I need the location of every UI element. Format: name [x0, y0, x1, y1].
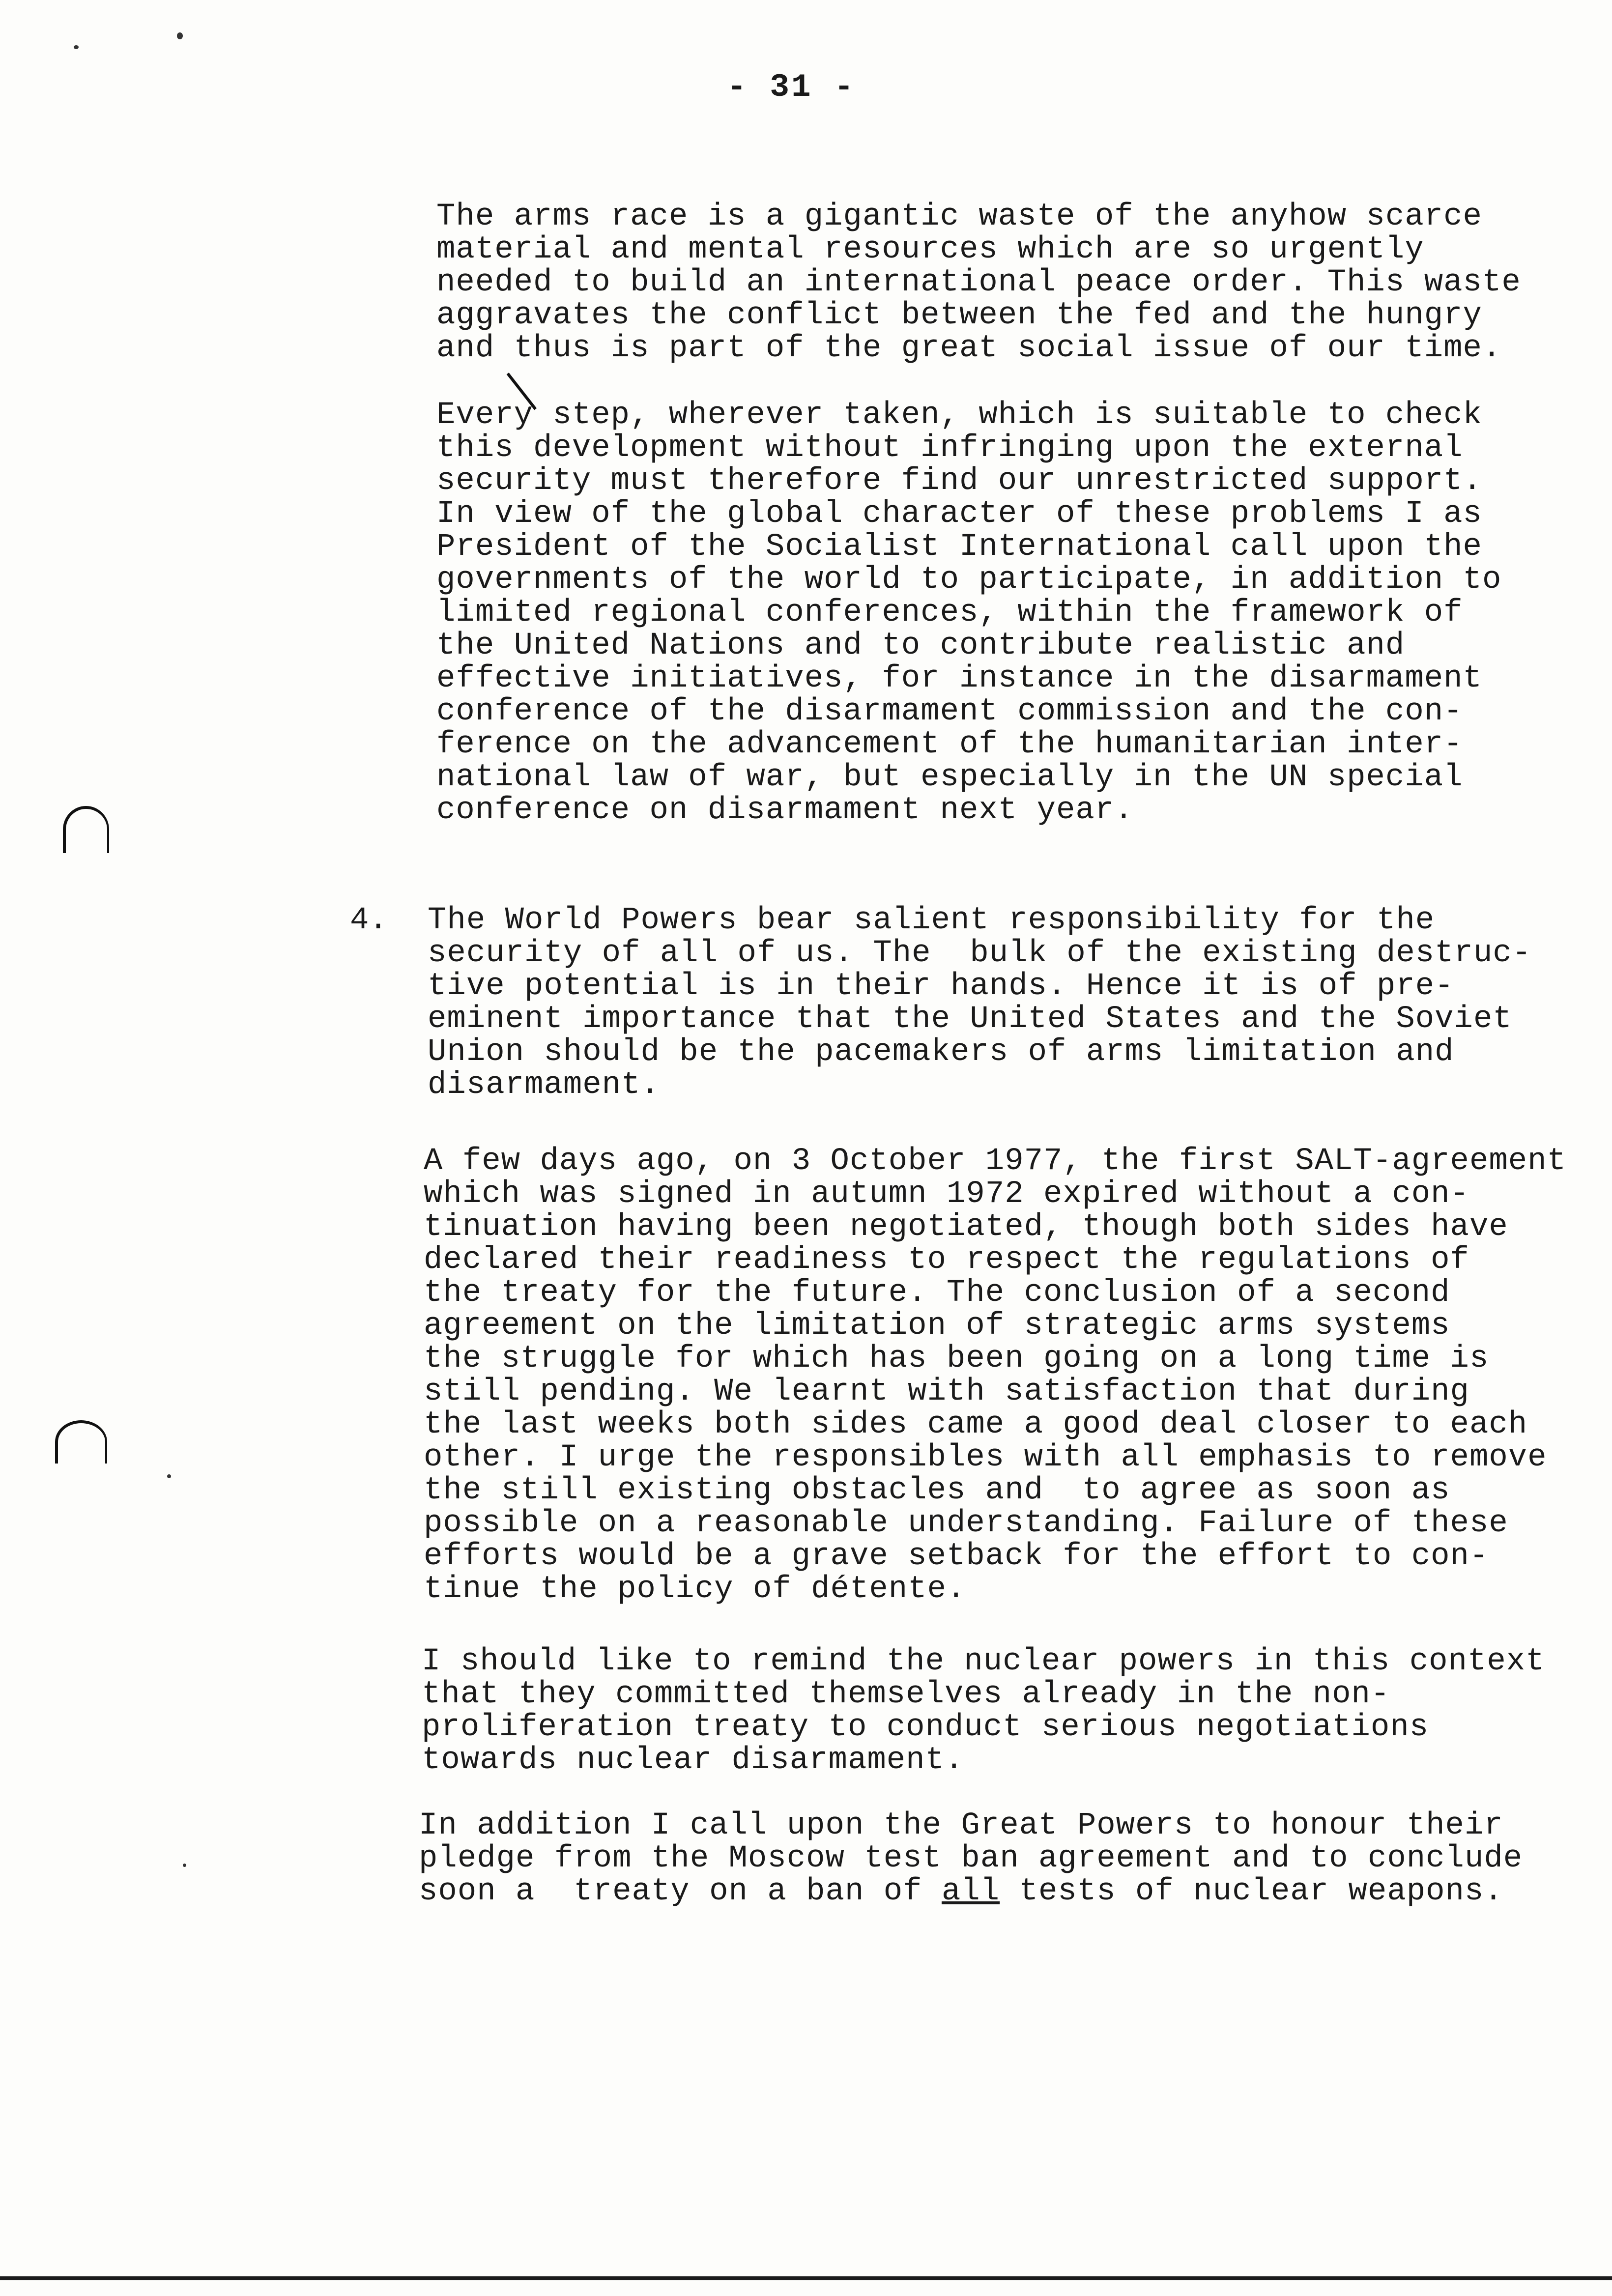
scan-speck [74, 45, 79, 49]
scan-speck [177, 32, 183, 39]
scan-speck [183, 1864, 186, 1867]
test-ban-text-end: tests of nuclear weapons. [1000, 1874, 1503, 1909]
page-number: - 31 - [727, 69, 856, 106]
punch-hole-mark [63, 806, 109, 853]
paragraph-test-ban [419, 1809, 1523, 1908]
paragraph-every-step: Every step, wherever taken, which is suitable to check this development without infringing upon the external security must therefore find our unrestricted support. In view of the global character of these problems I as President of the Socialist International call upon the governments of the world to participate, in addition to limited regional conferences, within the framework of the United Nations and to contribute realistic and effective initiatives, for instance in the disarmament conference of the disarmament commission and the con- ference on the advancement of the humanitarian inter- national law of war, but especially in the UN special conference on disarmament next year. [436, 398, 1502, 828]
paragraph-nuclear-powers: I should like to remind the nuclear powers in this context that they committed themselves already in the non- proliferation treaty to conduct serious negotiations towards nuclear disarmament. [422, 1644, 1545, 1778]
underlined-word: all [941, 1874, 1000, 1909]
paragraph-arms-race: The arms race is a gigantic waste of the anyhow scarce material and mental resources which are so urgently needed to build an international peace order. This waste aggravates the conflict between the fed and the hungry and thus is part of the great social issue of our time. [436, 199, 1521, 366]
test-ban-text-start: In addition I call upon the Great Powers to honour their pledge from the Moscow test ban agreement and to conclude soon a treaty on a ban of [419, 1808, 1523, 1909]
paragraph-salt-agreement: A few days ago, on 3 October 1977, the first SALT-agreement which was signed in autumn 1972 expired without a con- tinuation having been negotiated, though both sides have declared their readiness to respect the regulations of the treaty for the future. The conclusion of a second agreement on the limitation of strategic arms systems the struggle for which has been going on a long time is still pending. We learnt with satisfaction that during the last weeks both sides came a good deal closer to each other. I urge the responsibles with all emphasis to remove the still existing obstacles and to agree as soon as possible on a reasonable understanding. Failure of these efforts would be a grave setback for the effort to con- tinue the policy of détente. [424, 1144, 1566, 1607]
paragraph-world-powers: The World Powers bear salient responsibility for the security of all of us. The bulk of the existing destruc- tive potential is in their hands. Hence it is of pre- eminent importance that the United States and the Soviet Union should be the pacemakers of arms limitation and disarmament. [428, 903, 1532, 1103]
punch-hole-mark [55, 1420, 107, 1464]
section-number: 4. [350, 903, 388, 938]
scan-speck [167, 1474, 171, 1478]
bottom-edge-line [0, 2276, 1612, 2280]
